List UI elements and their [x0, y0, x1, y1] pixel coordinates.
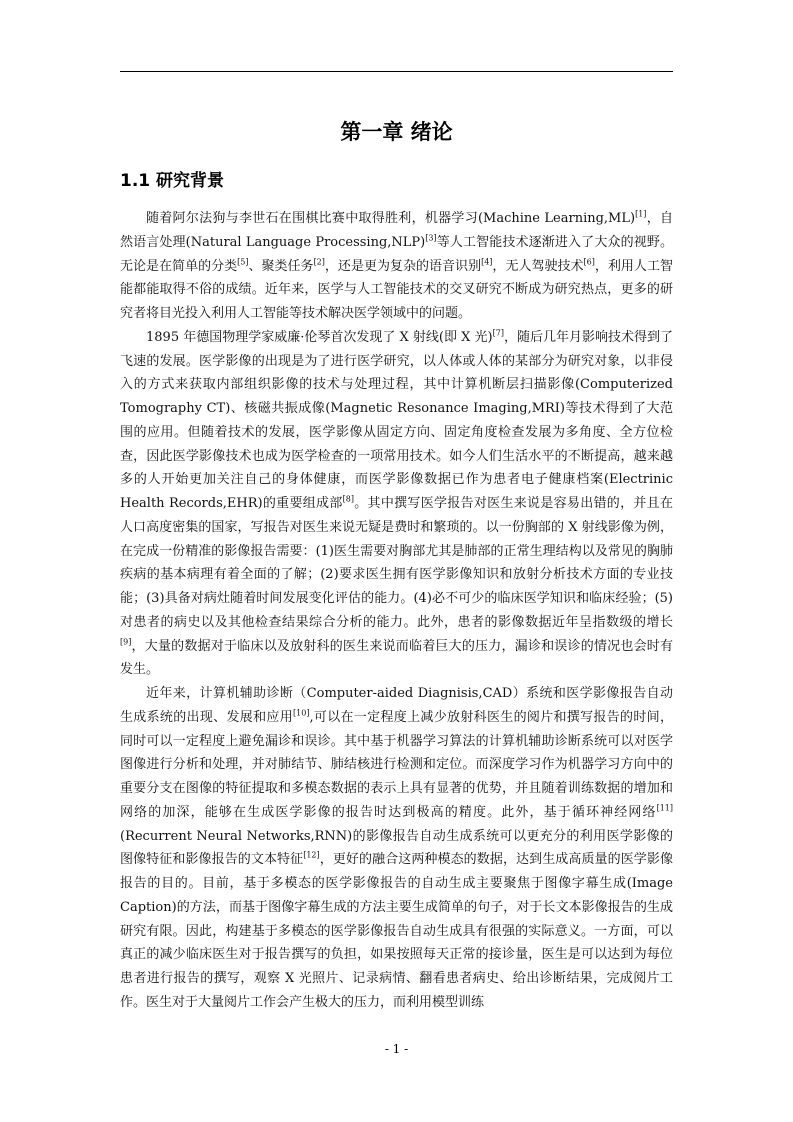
citation-ref: [10]: [293, 708, 310, 718]
citation-ref: [6]: [583, 257, 595, 267]
citation-ref: [4]: [481, 257, 493, 267]
text-run: ，利用人工智能都能取得不俗的成绩。近年来，医学与人工智能技术的交叉研究不断成为研究热点，更多的研究者将目光投入利用人工智能等技术解决医学领域中的问题。: [120, 258, 673, 321]
text-run: ，随后几年月影响技术得到了飞速的发展。医学影像的出现是为了进行医学研究，以人体或人体的某部分为研究对象，以非侵入的方式来获取内部组织影像的技术与处理过程，其中计算机断层扫描影像(Computerized Tomography CT)、核磁共振成像(Magnetic Resonance Imaging,MRI)等技术得到了大范围的应用。但随着技术的发展，医学影像从固定方向、固定角度检查发展为多角度、全方位检查，因此医学影像技术也成为医学检查的一项常用技术。如今人们生活水平的不断提高，越来越多的人开始更加关注自己的身体健康，而医学影像数据已作为患者电子健康档案(Electrinic Health Records,EHR)的重要组成部: [120, 329, 673, 511]
citation-ref: [7]: [492, 328, 504, 338]
chapter-title: 第一章 绪论: [340, 120, 453, 144]
text-run: ，更好的融合这两种模态的数据，达到生成高质量的医学影像报告的目的。目前，基于多模态的医学影像报告的自动生成主要聚焦于图像字幕生成(Image Caption)的方法，而基于图像字幕生成的方法主要生成简单的句子，对于长文本影像报告的生成研究有限。因此，构建基于多模态的医学影像报告自动生成具有很强的实际意义。一方面，可以真正的减少临床医生对于报告撰写的负担，如果按照每天正常的接诊量，医生是可以达到为每位患者进行报告的撰写，观察 X 光照片、记录病情、翻看患者病史、给出诊断结果，完成阅片工作。医生对于大量阅片工作会产生极大的压力，而利用模型训练: [120, 852, 673, 1010]
paragraph-2: [120, 326, 673, 682]
text-run: 随着阿尔法狗与李世石在围棋比赛中取得胜利，机器学习(Machine Learning,ML): [146, 211, 636, 226]
citation-ref: [9]: [120, 637, 132, 647]
citation-ref: [3]: [425, 233, 437, 243]
text-run: 近年来，计算机辅助诊断（Computer-aided Diagnisis,CAD）系统和医学影像报告自动生成系统的出现、发展和应用: [120, 686, 673, 725]
paragraph-1: [120, 207, 673, 326]
citation-ref: [2]: [313, 257, 325, 267]
citation-ref: [11]: [656, 803, 673, 813]
text-run: 1895 年德国物理学家威廉·伦琴首次发现了 X 射线(即 X 光): [146, 329, 493, 345]
page-number: - 1 -: [384, 1042, 409, 1056]
citation-ref: [1]: [635, 209, 647, 219]
text-run: (Recurrent Neural Networks,RNN)的影像报告自动生成系统可以更充分的利用医学影像的图像特征和影像报告的文本特征: [120, 828, 673, 868]
text-run: ，无人驾驶技术: [492, 258, 584, 274]
text-run: 、聚类任务: [248, 258, 314, 274]
header-rule: [120, 71, 673, 72]
body-text: [120, 207, 673, 1015]
text-run: 。其中撰写医学报告对医生来说是容易出错的，并且在人口高度密集的国家，写报告对医生来说无疑是费时和繁琐的。以一份胸部的 X 射线影像为例，在完成一份精准的影像报告需要：(1)医生需要对胸部尤其是肺部的正常生理结构以及常见的胸肺疾病的基本病理有着全面的了解；(2)要求医生拥有医学影像知识和放射分析技术方面的专业技能；(3)具备对病灶随着时间发展变化评估的能力。(4)必不可少的临床医学知识和临床经验；(5)对患者的病史以及其他检查结果综合分析的能力。此外，患者的影像数据近年呈指数级的增长: [120, 496, 673, 630]
text-run: ，自然语言处理(Natural Language Processing,NLP): [120, 211, 673, 250]
section-title: 1.1 研究背景: [120, 171, 225, 191]
citation-ref: [8]: [342, 494, 354, 504]
text-run: ，还是更为复杂的语音识别: [324, 258, 482, 274]
text-run: 等人工智能技术逐渐进入了大众的视野。无论是在简单的分类: [120, 234, 673, 274]
text-run: ，大量的数据对于临床以及放射科的医生来说而临着巨大的压力，漏诊和误诊的情况也会时有发生。: [120, 638, 673, 678]
citation-ref: [12]: [303, 850, 320, 860]
paragraph-3: [120, 682, 673, 1015]
citation-ref: [5]: [237, 257, 249, 267]
text-run: ,可以在一定程度上减少放射科医生的阅片和撰写报告的时间，同时可以一定程度上避免漏诊和误诊。其中基于机器学习算法的计算机辅助诊断系统可以对医学图像进行分析和处理，并对肺结节、肺结核进行检测和定位。而深度学习作为机器学习方向中的重要分支在图像的特征提取和多模态数据的表示上具有显著的优势，并且随着训练数据的增加和网络的加深，能够在生成医学影像的报告时达到极高的精度。此外，基于循环神经网络: [120, 709, 673, 820]
